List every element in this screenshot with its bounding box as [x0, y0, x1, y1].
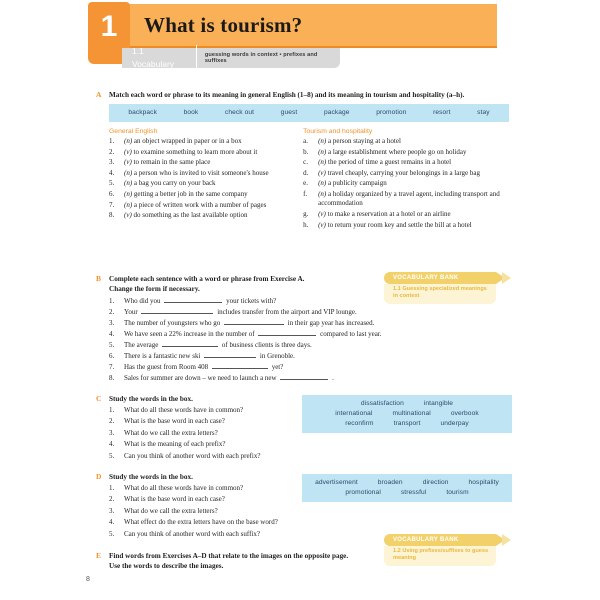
wordbox-row — [308, 419, 506, 429]
list-item-marker: 5. — [109, 451, 115, 460]
list-item-text: a person who is invited to visit someone's house — [133, 168, 269, 177]
question-text: What do we call the extra letters? — [124, 428, 218, 437]
wordbox-word: check out — [224, 109, 255, 116]
sentence-text-before: Sales for summer are down – we need to launch a new — [124, 374, 279, 382]
gap-fill-sentence — [109, 351, 516, 362]
list-item-marker: c. — [303, 158, 308, 167]
wordbox-row — [308, 399, 506, 409]
list-item-marker: e. — [303, 179, 308, 188]
exercise-b-sentences — [109, 296, 516, 384]
general-english-heading: General English — [109, 128, 158, 135]
vocabulary-bank-1-body — [384, 284, 496, 304]
wordbox-word: reconfirm — [345, 420, 374, 427]
wordbox-word: direction — [422, 479, 449, 486]
list-item-text: to remain in the same place — [133, 158, 211, 167]
list-item — [303, 190, 516, 209]
list-item-marker: 7. — [109, 200, 115, 209]
question-text: What effect do the extra letters have on the base word? — [124, 518, 278, 527]
list-item-marker: a. — [303, 137, 308, 145]
list-item-text: travel cheaply, carrying your belongings in a large bag — [327, 168, 481, 177]
part-of-speech: (n) — [318, 137, 329, 145]
exercise-a-letter: A — [96, 90, 102, 99]
vocabulary-bank-2-title: VOCABULARY BANK — [393, 537, 459, 543]
unit-number: 1 — [100, 10, 118, 43]
question-text: Can you think of another word with each suffix? — [124, 529, 260, 538]
sentence-text-after: in their gap year has increased. — [285, 319, 375, 327]
answer-blank[interactable] — [258, 329, 316, 336]
list-item-marker: h. — [303, 220, 309, 229]
gap-fill-sentence — [109, 318, 516, 329]
list-item-marker: 5. — [109, 529, 115, 538]
list-item-text: do something as the last available option — [133, 211, 248, 220]
vocabulary-bank-2-text: 1.2 Using prefixes/suffixes to guess meaning — [393, 548, 489, 562]
list-item-marker: 4. — [109, 440, 115, 449]
list-item-text: to make a reservation at a hotel or an airline — [327, 209, 451, 218]
section-label: 1.1 Vocabulary — [122, 45, 197, 71]
wordbox-word: promotion — [376, 109, 407, 116]
part-of-speech: (n) — [124, 168, 134, 177]
part-of-speech: (v) — [124, 147, 134, 156]
question-item — [109, 517, 516, 528]
wordbox-word: tourism — [446, 489, 469, 496]
page-number: 8 — [86, 576, 90, 583]
list-item — [109, 179, 303, 188]
answer-blank[interactable] — [212, 362, 268, 369]
list-item — [303, 221, 516, 230]
list-item-marker: 8. — [109, 374, 115, 382]
list-item-text: a piece of written work with a number of pages — [133, 200, 267, 209]
part-of-speech: (n) — [318, 147, 329, 156]
list-item-marker: 3. — [109, 506, 115, 515]
part-of-speech: (n) — [318, 179, 329, 188]
list-item-marker: 3. — [109, 319, 115, 327]
list-item-marker: 5. — [109, 341, 115, 349]
sentence-text-after: . — [330, 374, 334, 382]
part-of-speech: (v) — [318, 168, 328, 177]
list-item — [109, 211, 303, 220]
section-subtitle-bar — [122, 48, 340, 68]
list-item — [109, 148, 303, 157]
gap-fill-sentence — [109, 307, 516, 318]
list-item-marker: 1. — [109, 406, 115, 414]
exercise-c-wordbox — [302, 395, 512, 433]
question-item — [109, 506, 516, 517]
sentence-text-before: There is a fantastic new ski — [124, 352, 203, 360]
part-of-speech: (n) — [124, 179, 134, 188]
gap-fill-sentence — [109, 362, 516, 373]
list-item — [303, 169, 516, 178]
question-text: What is the meaning of each prefix? — [124, 440, 226, 449]
answer-blank[interactable] — [280, 373, 328, 380]
list-item-marker: 6. — [109, 352, 115, 360]
list-item-marker: 2. — [109, 308, 115, 316]
gap-fill-sentence — [109, 340, 516, 351]
exercise-a-left-column — [109, 128, 303, 231]
exercise-a-right-column — [303, 128, 516, 231]
list-item — [109, 169, 303, 178]
wordbox-word: underpay — [440, 420, 469, 427]
exercise-e-instruction-line1: Find words from Exercises A–D that relate to the images on the opposite page. — [109, 552, 349, 560]
answer-blank[interactable] — [162, 340, 218, 347]
list-item-marker: 2. — [109, 495, 115, 504]
part-of-speech: (n) — [124, 137, 134, 145]
exercise-e-letter: E — [96, 551, 102, 560]
list-item-marker: 7. — [109, 363, 115, 371]
wordbox-word: international — [335, 410, 373, 417]
list-item-text: a publicity campaign — [328, 179, 387, 188]
question-text: What do all these words have in common? — [124, 406, 244, 414]
vocabulary-bank-1-header — [384, 272, 496, 284]
wordbox-word: stay — [477, 109, 490, 116]
sentence-text-after: yet? — [269, 363, 284, 371]
part-of-speech: (v) — [318, 220, 328, 229]
wordbox-word: intangible — [423, 400, 454, 407]
list-item-text: a holiday organized by a travel agent, including transport and accommodation — [318, 189, 500, 208]
exercise-e — [96, 551, 516, 571]
list-item — [109, 190, 303, 199]
sentence-text-after: of business clients is three days. — [220, 341, 312, 349]
sentence-text-after: compared to last year. — [318, 330, 382, 338]
question-text: What is the base word in each case? — [124, 495, 225, 504]
part-of-speech: (v) — [318, 209, 328, 218]
sentence-text-before: Who did you — [124, 297, 163, 305]
exercise-c-letter: C — [96, 394, 102, 403]
list-item-marker: 1. — [109, 297, 115, 305]
exercise-a-instruction: Match each word or phrase to its meaning in general English (1–8) and its meaning in tourism and hospitality (a–h). — [109, 91, 465, 99]
sentence-text-before: The average — [124, 341, 161, 349]
wordbox-word: multinational — [392, 410, 431, 417]
chevron-right-icon-outer — [502, 272, 511, 284]
wordbox-row — [308, 409, 506, 419]
list-item-marker: 4. — [109, 330, 115, 338]
list-item — [303, 210, 516, 219]
part-of-speech: (n) — [124, 200, 134, 209]
list-item-marker: d. — [303, 168, 309, 177]
sentence-text-before: Your — [124, 308, 140, 316]
vocabulary-bank-1-text: 1.1 Guessing specialized meanings in context — [393, 286, 487, 300]
question-text: What is the base word in each case? — [124, 417, 225, 426]
list-item-marker: 2. — [109, 147, 115, 156]
answer-blank[interactable] — [224, 318, 284, 325]
gap-fill-sentence — [109, 329, 516, 340]
answer-blank[interactable] — [164, 296, 222, 303]
wordbox-word: transport — [393, 420, 421, 427]
page-title: What is tourism? — [144, 13, 303, 37]
sentence-text-before: Has the guest from Room 408 — [124, 363, 210, 371]
list-item-text: a large establishment where people go on holiday — [328, 147, 467, 156]
exercise-b-letter: B — [96, 274, 102, 283]
sentence-text-after: your tickets with? — [224, 297, 277, 305]
exercise-e-instruction-line2: Use the words to describe the images. — [109, 562, 224, 570]
tourism-hospitality-list — [303, 137, 516, 230]
list-item-marker: 1. — [109, 137, 115, 145]
list-item — [109, 137, 303, 146]
list-item-marker: 3. — [109, 158, 115, 167]
vocabulary-bank-1-title: VOCABULARY BANK — [393, 275, 459, 281]
wordbox-word: stressful — [400, 489, 427, 496]
wordbox-word: package — [323, 109, 350, 116]
exercise-b-instruction-line1: Complete each sentence with a word or phrase from Exercise A. — [109, 275, 305, 283]
wordbox-word: resort — [433, 109, 451, 116]
question-item — [109, 451, 516, 462]
wordbox-row — [308, 488, 506, 498]
list-item-marker: 3. — [109, 428, 115, 437]
part-of-speech: (v) — [124, 158, 134, 167]
sentence-text-before: We have seen a 22% increase in the number of — [124, 330, 257, 338]
part-of-speech: (n) — [318, 189, 329, 198]
question-text: What do we call the extra letters? — [124, 506, 218, 515]
exercise-d-letter: D — [96, 472, 102, 481]
wordbox-word: overbook — [450, 410, 479, 417]
wordbox-word: broaden — [377, 479, 403, 486]
wordbox-word: hospitality — [468, 479, 499, 486]
list-item — [303, 137, 516, 146]
sentence-text-after: includes transfer from the airport and VIP lounge. — [215, 308, 357, 316]
question-text: Can you think of another word with each prefix? — [124, 451, 261, 460]
list-item-marker: 4. — [109, 168, 115, 177]
wordbox-word: guest — [280, 109, 298, 116]
sentence-text-after: in Grenoble. — [258, 352, 295, 360]
wordbox-word: promotional — [345, 489, 381, 496]
sentence-text-before: The number of youngsters who go — [124, 319, 222, 327]
question-item — [109, 439, 516, 450]
section-description: guessing words in context • prefixes and suffixes — [204, 52, 318, 64]
vocabulary-bank-1[interactable] — [384, 272, 496, 304]
part-of-speech: (v) — [124, 211, 134, 220]
wordbox-row — [308, 478, 506, 488]
list-item-marker: 1. — [109, 484, 115, 492]
question-text: What do all these words have in common? — [124, 484, 244, 492]
list-item-text: the period of time a guest remains in a hotel — [328, 158, 452, 167]
exercise-a-wordbox — [109, 104, 509, 122]
unit-title-bar — [122, 4, 497, 48]
list-item — [109, 158, 303, 167]
list-item-marker: g. — [303, 209, 309, 218]
wordbox-word: backpack — [128, 109, 157, 116]
list-item — [303, 158, 516, 167]
list-item-marker: 4. — [109, 518, 115, 527]
gap-fill-sentence — [109, 373, 516, 384]
exercise-b-instruction-line2: Change the form if necessary. — [109, 285, 200, 293]
list-item-text: a person staying at a hotel — [328, 137, 401, 145]
list-item-text: an object wrapped in paper or in a box — [133, 137, 242, 145]
list-item-marker: 6. — [109, 189, 115, 198]
answer-blank[interactable] — [141, 307, 213, 314]
vocabulary-bank-2-header — [384, 534, 496, 546]
list-item — [303, 148, 516, 157]
wordbox-word: advertisement — [315, 479, 358, 486]
list-item-marker: 5. — [109, 179, 115, 188]
list-item-text: to return your room key and settle the bill at a hotel — [327, 220, 472, 229]
list-item-text: getting a better job in the same company — [133, 189, 248, 198]
answer-blank[interactable] — [204, 351, 256, 358]
general-english-list — [109, 137, 303, 221]
list-item-marker: 2. — [109, 417, 115, 426]
exercise-d-wordbox — [302, 474, 512, 502]
list-item-marker: b. — [303, 147, 309, 156]
tourism-hospitality-heading: Tourism and hospitality — [303, 128, 373, 135]
exercise-a — [96, 90, 516, 231]
list-item-text: to examine something to learn more about it — [133, 147, 258, 156]
list-item — [303, 179, 516, 188]
wordbox-word: book — [183, 109, 199, 116]
wordbox-word: dissatisfaction — [360, 400, 404, 407]
list-item-marker: f. — [303, 189, 308, 198]
part-of-speech: (n) — [318, 158, 329, 167]
chevron-right-icon-outer — [502, 534, 511, 546]
exercise-d-instruction: Study the words in the box. — [109, 473, 193, 481]
page-header — [0, 0, 600, 78]
exercise-c-instruction: Study the words in the box. — [109, 395, 193, 403]
part-of-speech: (n) — [124, 189, 134, 198]
list-item-marker: 8. — [109, 211, 115, 220]
list-item — [109, 201, 303, 210]
list-item-text: a bag you carry on your back — [133, 179, 216, 188]
